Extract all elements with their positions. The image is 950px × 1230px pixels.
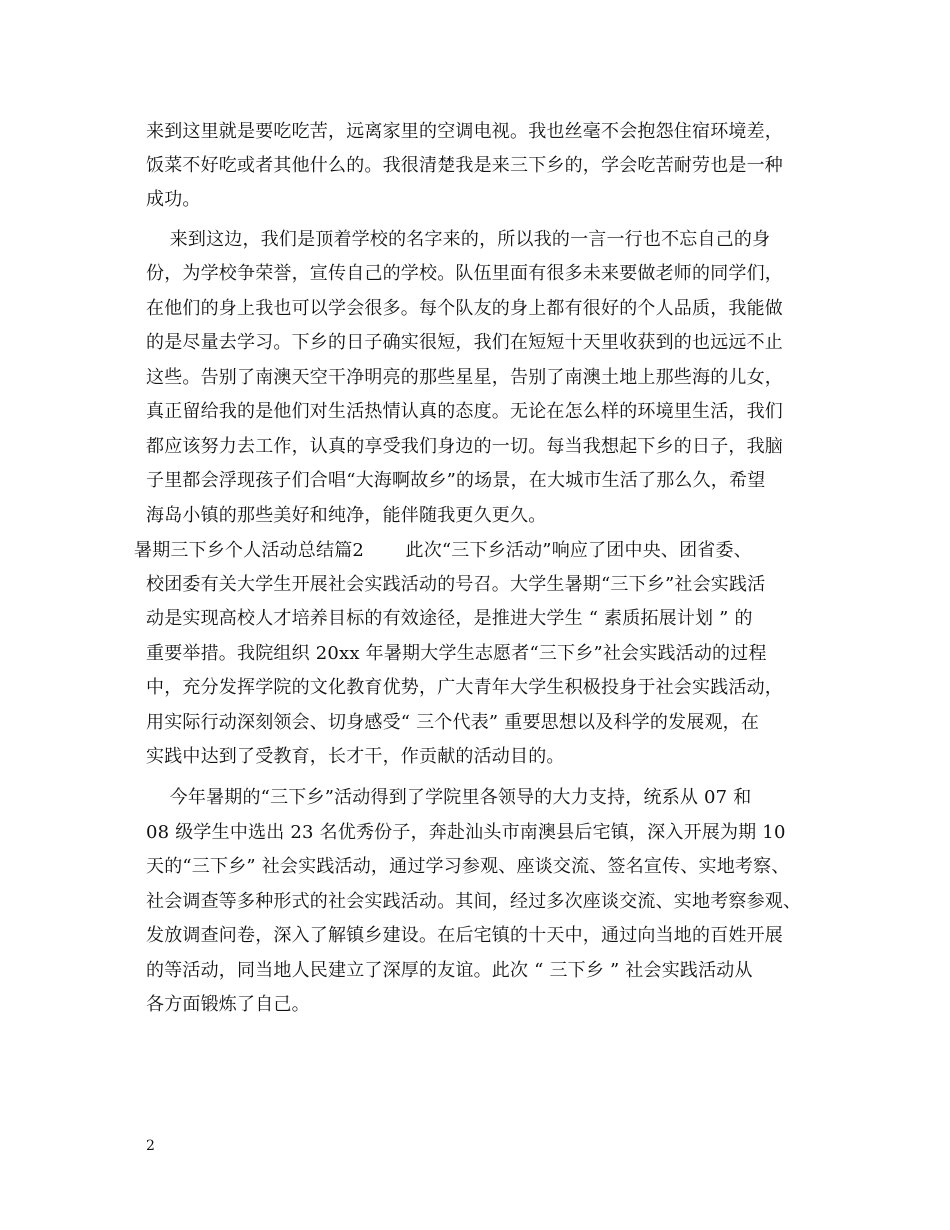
text-line: 中，充分发挥学院的文化教育优势，广大青年大学生积极投身于社会实践活动， xyxy=(146,677,783,698)
text-line: 各方面锻炼了自己。 xyxy=(146,994,310,1015)
section-heading-line: 暑期三下乡个人活动总结篇2 此次“三下乡活动”响应了团中央、团省委、 xyxy=(134,540,752,561)
text-line: 发放调查问卷，深入了解镇乡建设。在后宅镇的十天中，通过向当地的百姓开展 xyxy=(146,925,783,946)
text-line: 实践中达到了受教育，长才干，作贡献的活动目的。 xyxy=(146,746,565,767)
text-line: 今年暑期的“三下乡”活动得到了学院里各领导的大力支持，统系从 07 和 xyxy=(146,787,752,808)
page-number: 2 xyxy=(146,1138,155,1154)
text-line: 重要举措。我院组织 20xx 年暑期大学生志愿者“三下乡”社会实践活动的过程 xyxy=(146,643,767,664)
text-line: 在他们的身上我也可以学会很多。每个队友的身上都有很好的个人品质，我能做 xyxy=(146,298,783,319)
text-line: 份，为学校争荣誉，宣传自己的学校。队伍里面有很多未来要做老师的同学们， xyxy=(146,263,783,284)
text-line: 校团委有关大学生开展社会实践活动的号召。大学生暑期“三下乡”社会实践活 xyxy=(146,574,766,595)
text-line: 来到这边，我们是顶着学校的名字来的，所以我的一言一行也不忘自己的身 xyxy=(146,229,771,250)
text-line: 动是实现高校人才培养目标的有效途径，是推进大学生 “ 素质拓展计划 ” 的 xyxy=(146,608,753,629)
text-line: 成功。 xyxy=(146,189,201,210)
text-line: 社会调查等多种形式的社会实践活动。其间，经过多次座谈交流、实地考察参观、 xyxy=(146,891,802,912)
text-line: 饭菜不好吃或者其他什么的。我很清楚我是来三下乡的，学会吃苦耐劳也是一种 xyxy=(146,155,783,176)
text-line: 真正留给我的是他们对生活热情认真的态度。无论在怎么样的环境里生活，我们 xyxy=(146,401,783,422)
text-line: 来到这里就是要吃吃苦，远离家里的空调电视。我也丝毫不会抱怨住宿环境差， xyxy=(146,121,783,142)
text-line: 这些。告别了南澳天空干净明亮的那些星星，告别了南澳土地上那些海的儿女， xyxy=(146,367,783,388)
text-line: 海岛小镇的那些美好和纯净，能伴随我更久更久。 xyxy=(146,505,547,526)
text-line: 的等活动，同当地人民建立了深厚的友谊。此次 “ 三下乡 ” 社会实践活动从 xyxy=(146,960,753,981)
text-line: 的是尽量去学习。下乡的日子确实很短，我们在短短十天里收获到的也远远不止 xyxy=(146,332,783,353)
text-line: 子里都会浮现孩子们合唱“大海啊故乡”的场景，在大城市生活了那么久，希望 xyxy=(146,470,766,491)
text-line: 天的“三下乡” 社会实践活动，通过学习参观、座谈交流、签名宣传、实地考察、 xyxy=(146,856,790,877)
text-line: 都应该努力去工作，认真的享受我们身边的一切。每当我想起下乡的日子，我脑 xyxy=(146,436,783,457)
text-line: 08 级学生中选出 23 名优秀份子，奔赴汕头市南澳县后宅镇，深入开展为期 10 xyxy=(146,822,786,843)
text-line: 用实际行动深刻领会、切身感受“ 三个代表” 重要思想以及科学的发展观，在 xyxy=(146,712,760,733)
